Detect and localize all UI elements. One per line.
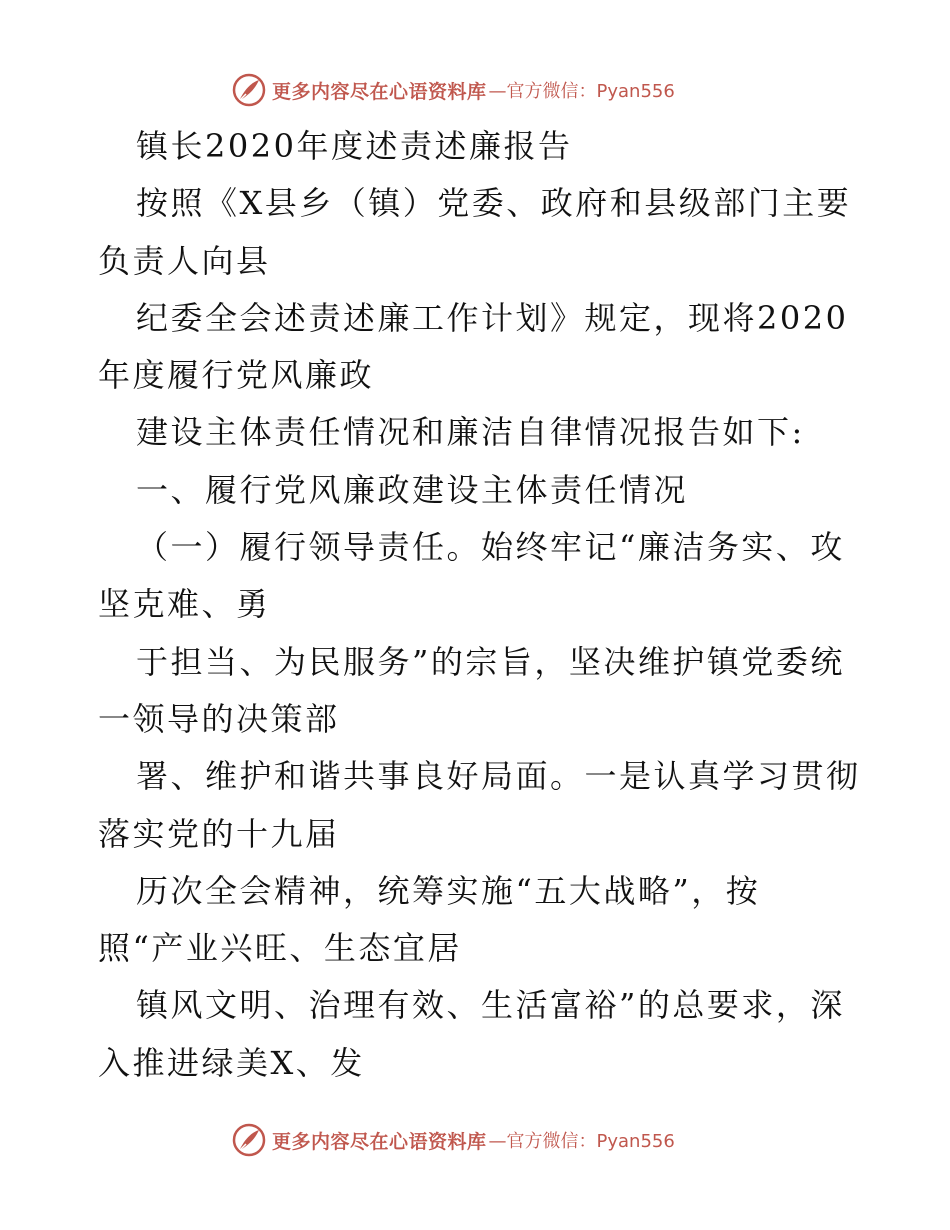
watermark-wechat-text: —官方微信：Pyan556	[488, 1131, 675, 1152]
document-body	[98, 118, 861, 1092]
header-watermark-banner	[232, 70, 752, 110]
document-title: 镇长2020年度述责述廉报告	[136, 127, 573, 165]
paragraph-line: 纪委全会述责述廉工作计划》规定，现将2020	[136, 298, 849, 337]
paragraph-line: 一领导的决策部	[98, 699, 340, 738]
paragraph-line: 署、维护和谐共事良好局面。一是认真学习贯彻	[136, 757, 861, 796]
feather-pen-logo-icon	[232, 73, 266, 107]
watermark-brand-text: 更多内容尽在心语资料库	[272, 1130, 487, 1153]
paragraph-line: 历次全会精神，统筹实施“五大战略”，按	[136, 871, 761, 910]
paragraph-line: （一）履行领导责任。始终牢记“廉洁务实、攻	[136, 528, 845, 567]
paragraph-line: 负责人向县	[98, 241, 271, 280]
paragraph-line: 坚克难、勇	[98, 585, 271, 624]
paragraph-line: 入推进绿美X、发	[98, 1043, 365, 1082]
watermark-brand-text: 更多内容尽在心语资料库	[272, 80, 487, 103]
paragraph-line: 落实党的十九届	[98, 814, 340, 853]
footer-watermark-banner	[232, 1120, 752, 1160]
paragraph-line: 年度履行党风廉政	[98, 356, 375, 395]
paragraph-line: 按照《X县乡（镇）党委、政府和县级部门主要	[136, 184, 852, 223]
paragraph-line: 于担当、为民服务”的宗旨，坚决维护镇党委统	[136, 642, 845, 681]
paragraph-line: 照“产业兴旺、生态宜居	[98, 929, 462, 968]
watermark-wechat-text: —官方微信：Pyan556	[488, 81, 675, 102]
feather-pen-logo-icon	[232, 1123, 266, 1157]
section-heading: 一、履行党风廉政建设主体责任情况	[136, 470, 689, 509]
paragraph-line: 镇风文明、治理有效、生活富裕”的总要求，深	[136, 986, 845, 1025]
paragraph-line: 建设主体责任情况和廉洁自律情况报告如下:	[136, 413, 805, 452]
